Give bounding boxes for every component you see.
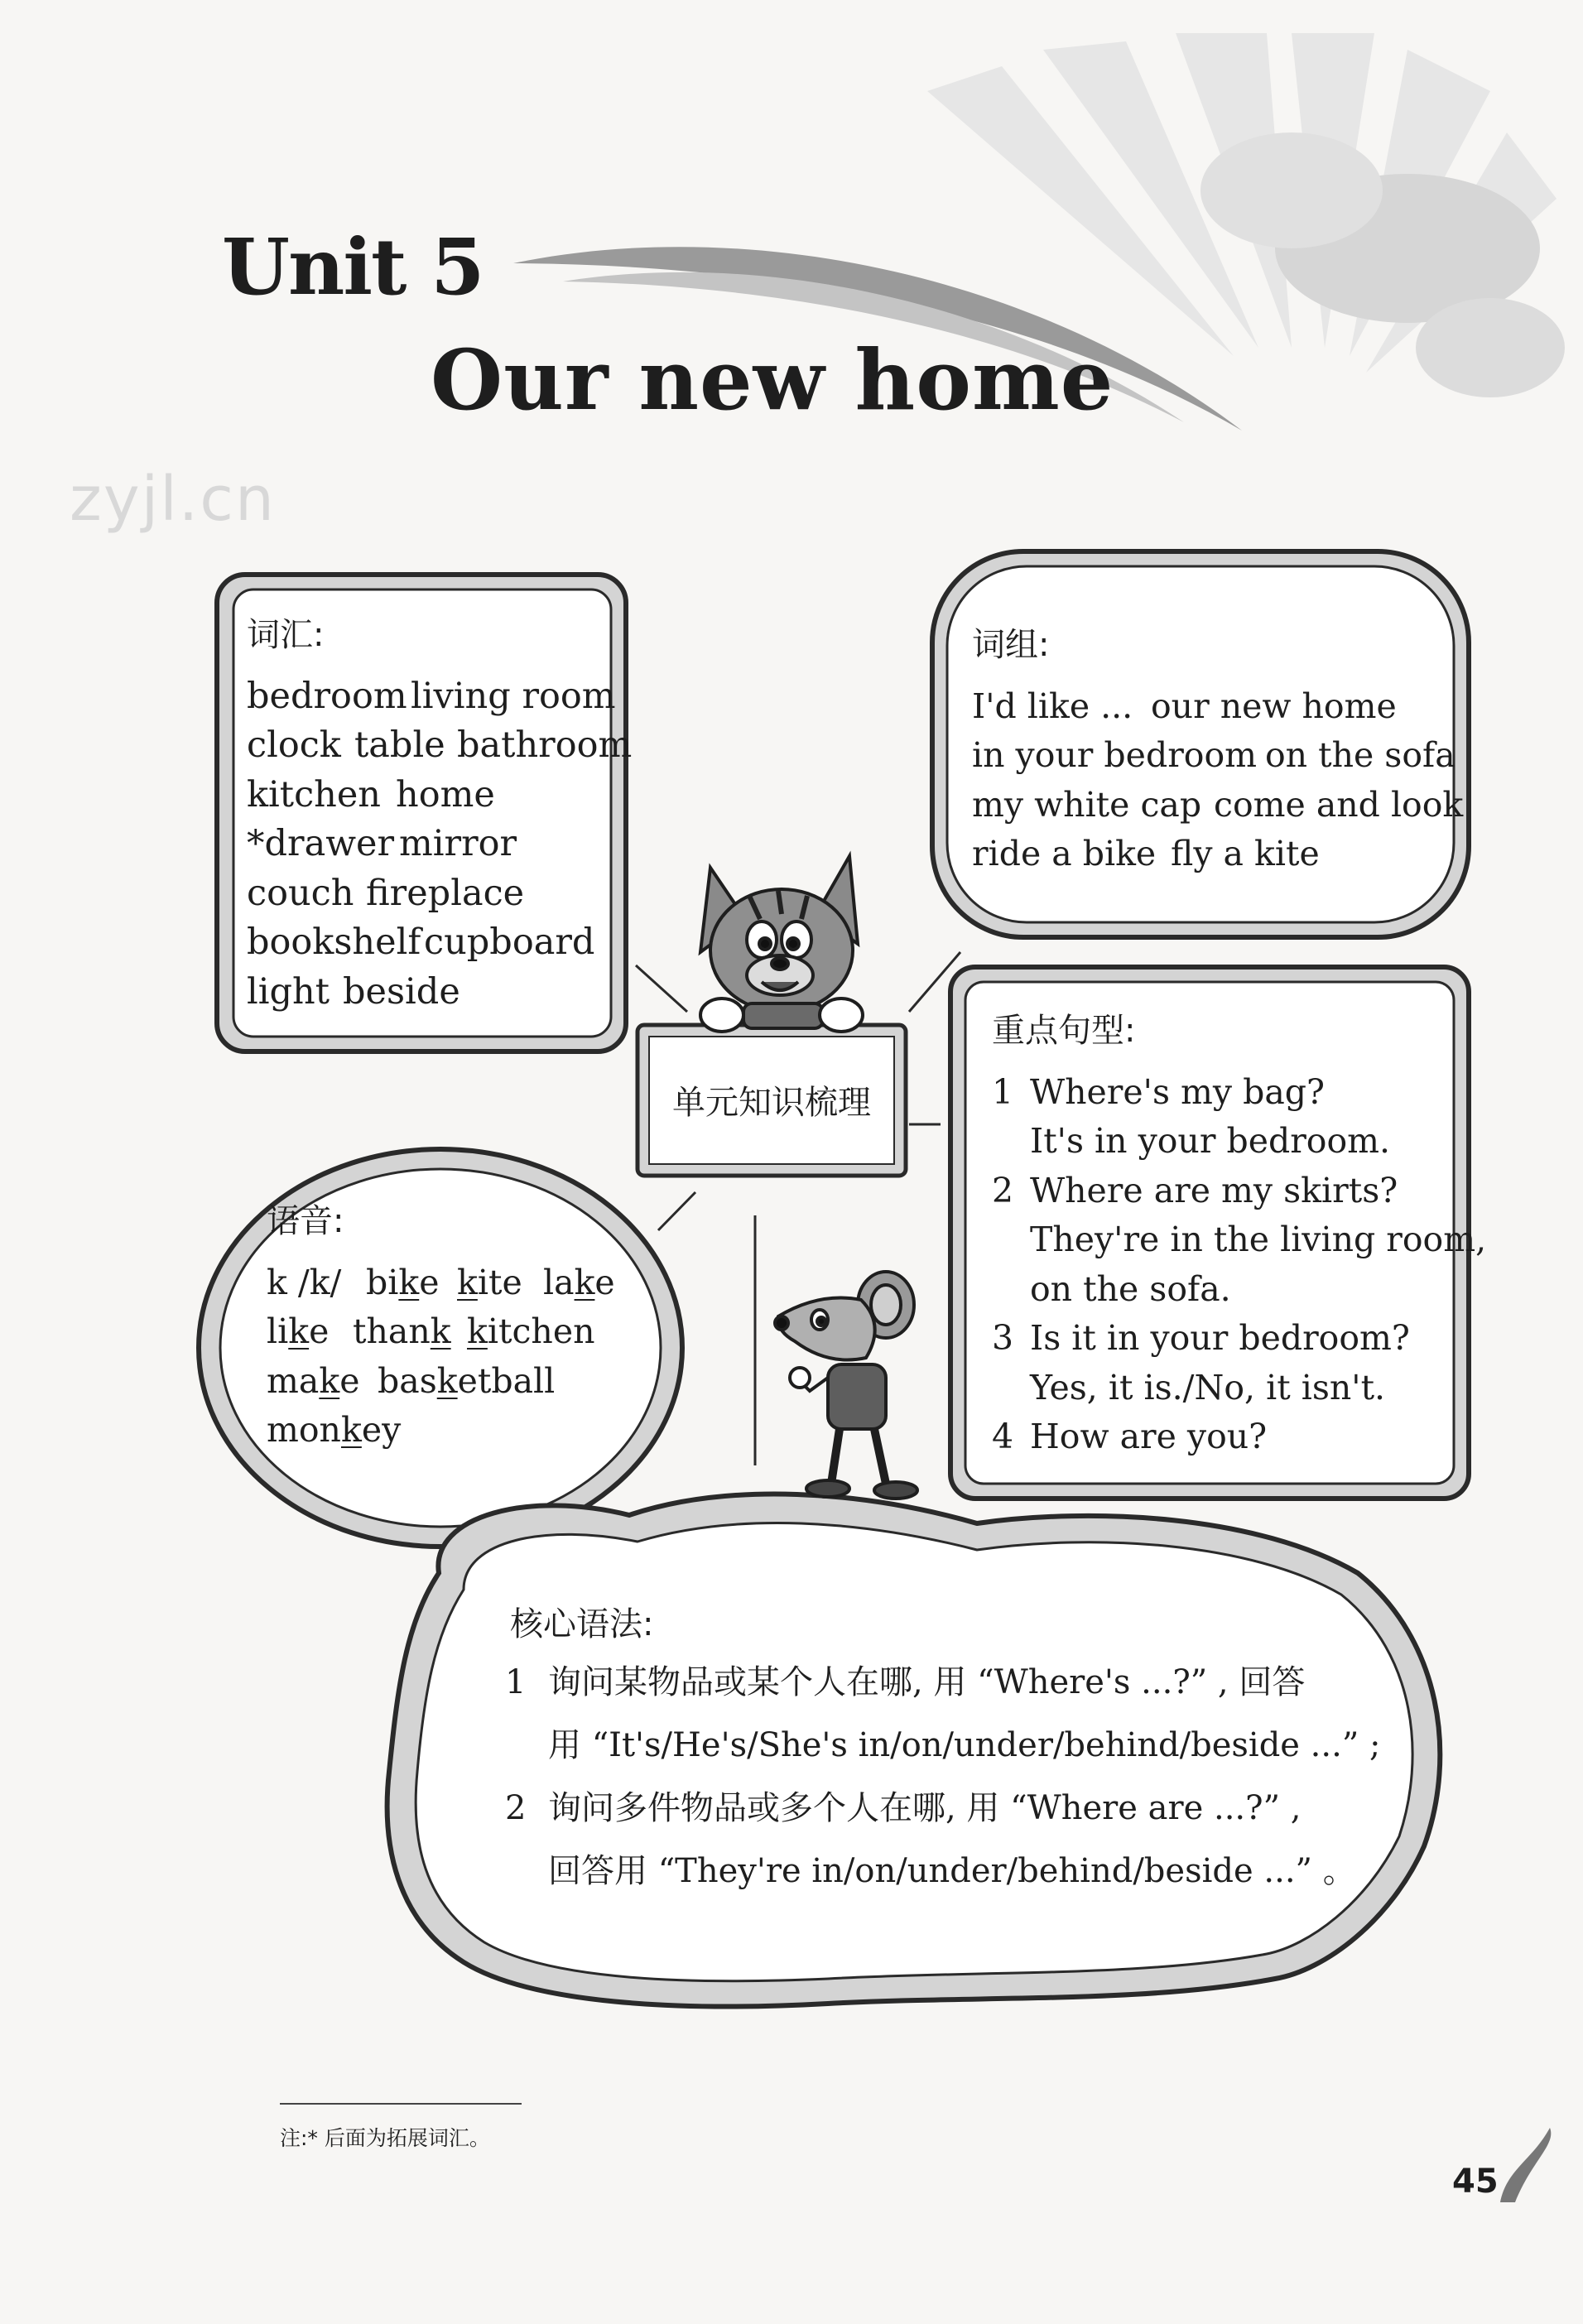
phonics-word: [543, 1258, 615, 1308]
word-letter: k: [467, 1311, 488, 1351]
word-letter: k: [398, 1262, 420, 1302]
vocab-word: bookshelf: [247, 921, 421, 963]
sentence-item: [992, 1068, 1486, 1118]
vocab-word: living room: [411, 675, 616, 717]
vocab-row: [247, 869, 632, 919]
sentence-line: Where are my skirts?: [1030, 1170, 1398, 1210]
center-label: 单元知识梳理: [672, 1083, 871, 1122]
phrase-row: [972, 830, 1463, 879]
sentence-number: 1: [992, 1071, 1014, 1112]
phrase: fly a kite: [1171, 834, 1320, 873]
word-letter: k: [288, 1311, 310, 1351]
vocab-word: bathroom: [457, 724, 633, 766]
word-letter: k: [574, 1262, 595, 1302]
footnote: 注:* 后面为拓展词汇。: [280, 2126, 490, 2150]
word-part: mon: [267, 1410, 341, 1450]
word-letter: k: [457, 1262, 478, 1302]
word-letter: k: [436, 1360, 458, 1401]
phrase: I'd like ...: [972, 686, 1133, 726]
sentence-number: 2: [992, 1170, 1014, 1210]
phrase: our new home: [1151, 686, 1397, 726]
phonics-word: [353, 1307, 467, 1357]
sentence-item: [992, 1167, 1486, 1216]
sentence-line: How are you?: [1030, 1417, 1268, 1456]
vocab-row: [247, 771, 632, 820]
grammar-number: 1: [505, 1663, 527, 1701]
word-part: than: [353, 1311, 431, 1351]
sentence-item-cont: [992, 1117, 1486, 1167]
vocab-word: fireplace: [366, 872, 525, 914]
grammar-line: 询问多件物品或多个人在哪, 用 “Where are ...?” ,: [548, 1789, 1302, 1827]
phonics-heading: 语音:: [267, 1202, 344, 1240]
phonics-word: [267, 1357, 378, 1407]
grammar-heading: 核心语法:: [510, 1605, 654, 1643]
vocab-word: table: [354, 724, 445, 766]
phonics-row: [267, 1307, 615, 1357]
phonics-word: [366, 1258, 457, 1308]
word-part: li: [267, 1311, 289, 1351]
word-letter: k: [319, 1360, 340, 1401]
vocab-word: couch: [247, 872, 354, 914]
grammar-item: [505, 1777, 1380, 1840]
key-sentences-heading: 重点句型:: [992, 1012, 1136, 1050]
word-part: e: [309, 1311, 330, 1351]
leaf-icon: [1500, 2128, 1551, 2202]
grammar-line: 用 “It's/He's/She's in/on/under/behind/beside ...” ;: [548, 1726, 1381, 1764]
vocab-word: cupboard: [424, 921, 595, 963]
sentence-line: Yes, it is./No, it isn't.: [1030, 1367, 1386, 1407]
phonics-word: [267, 1258, 366, 1308]
mouse-mascot-illustration: [775, 1272, 917, 1499]
phonics-word: [457, 1258, 543, 1308]
phonics-word: [378, 1357, 555, 1407]
word-part: ma: [267, 1360, 320, 1401]
vocab-row: [247, 968, 632, 1018]
phrase: on the sofa: [1265, 735, 1455, 775]
watermark: zyjl.cn: [70, 464, 276, 535]
word-part: e: [594, 1262, 615, 1302]
sentence-item: [992, 1314, 1486, 1364]
sentence-number: 3: [992, 1318, 1014, 1358]
phrase-row: [972, 781, 1463, 830]
word-part: la: [543, 1262, 575, 1302]
phrase: in your bedroom: [972, 735, 1258, 775]
phrase: my white cap: [972, 784, 1202, 825]
phonics-box: [267, 1197, 615, 1456]
phonics-row: [267, 1406, 615, 1456]
word-part: ey: [361, 1410, 402, 1450]
vocabulary-box: [247, 611, 632, 1017]
grammar-line: 询问某物品或某个人在哪, 用 “Where's ...?” , 回答: [548, 1663, 1306, 1701]
sentence-line: on the sofa.: [1030, 1268, 1231, 1309]
phrase-row: [972, 731, 1463, 781]
unit-title: Our new home: [431, 331, 1114, 429]
word-part: bi: [366, 1262, 399, 1302]
phrase-row: [972, 682, 1463, 732]
grammar-item-cont: [505, 1714, 1380, 1777]
sentence-number: 4: [992, 1417, 1014, 1456]
word-letter: k: [430, 1311, 451, 1351]
unit-number: Unit 5: [222, 222, 484, 313]
word-part: e: [419, 1262, 440, 1302]
word-part: e: [339, 1360, 360, 1401]
vocab-row: [247, 721, 632, 771]
vocab-word: beside: [343, 970, 460, 1013]
key-sentences-box: [992, 1007, 1486, 1462]
word-part: ite: [477, 1262, 522, 1302]
vocabulary-heading: 词汇:: [247, 616, 325, 654]
vocab-word: *drawer: [247, 823, 395, 864]
sentence-line: They're in the living room,: [1030, 1220, 1487, 1259]
grammar-line: 回答用 “They're in/on/under/behind/beside ...” 。: [548, 1852, 1356, 1890]
vocab-word: kitchen: [247, 773, 382, 816]
phrase: come and look: [1214, 784, 1464, 825]
phonics-word: [467, 1307, 595, 1357]
sentence-line: It's in your bedroom.: [1030, 1121, 1391, 1161]
word-part: itchen: [487, 1311, 595, 1351]
vocab-word: bedroom: [247, 675, 407, 717]
vocab-row: [247, 918, 632, 968]
grammar-box: [505, 1598, 1380, 1903]
phonics-word: [267, 1406, 401, 1456]
footnote-divider: [280, 2103, 522, 2105]
phrase: ride a bike: [972, 834, 1157, 873]
phonics-row: [267, 1258, 615, 1308]
sentence-line: Where's my bag?: [1030, 1071, 1326, 1112]
page-number: 45: [1452, 2163, 1499, 2201]
vocab-word: home: [396, 773, 495, 816]
grammar-item-cont: [505, 1840, 1380, 1903]
sentence-item: [992, 1412, 1486, 1462]
word-part: etball: [457, 1360, 556, 1401]
vocab-word: mirror: [399, 823, 517, 864]
sentence-item-cont: [992, 1215, 1486, 1265]
vocab-word: light: [247, 970, 330, 1013]
phonics-sound: k /k/: [267, 1262, 342, 1302]
grammar-number: 2: [505, 1789, 527, 1827]
word-part: bas: [378, 1360, 437, 1401]
vocab-row: [247, 672, 632, 722]
vocab-word: clock: [247, 724, 341, 766]
phonics-row: [267, 1357, 615, 1407]
sentence-item-cont: [992, 1364, 1486, 1413]
phonics-word: [267, 1307, 353, 1357]
sentence-line: Is it in your bedroom?: [1030, 1318, 1410, 1358]
vocab-row: [247, 820, 632, 869]
phrases-heading: 词组:: [972, 626, 1050, 664]
cat-mascot-illustration: [700, 856, 863, 1032]
phrases-box: [972, 621, 1463, 879]
sentence-item-cont: [992, 1265, 1486, 1315]
word-letter: k: [340, 1410, 362, 1450]
grammar-item: [505, 1651, 1380, 1714]
